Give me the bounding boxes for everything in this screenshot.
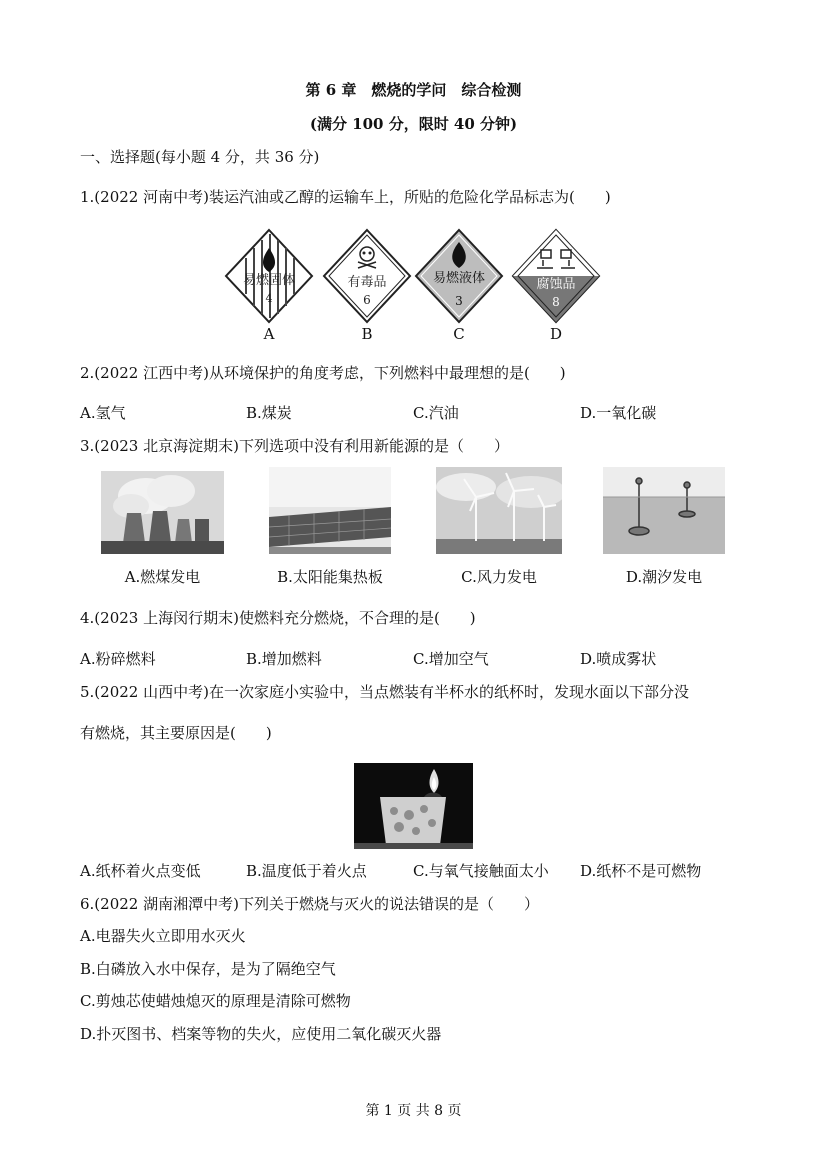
sign-label-d: D (549, 325, 563, 343)
hazard-sign-a (224, 228, 314, 328)
q3-caption-d: D.潮汐发电 (625, 568, 703, 586)
question-4-stem: 4.(2023 上海闵行期末)使燃料充分燃烧，不合理的是( ) (80, 609, 476, 627)
svg-text:3: 3 (455, 294, 463, 308)
q3-caption-b: B.太阳能集热板 (277, 568, 383, 586)
page-number: 第 1 页 共 8 页 (365, 1103, 462, 1119)
q3-caption-c: C.风力发电 (461, 568, 537, 586)
q2-option-b: B.煤炭 (246, 404, 292, 422)
q2-option-c: C.汽油 (413, 404, 459, 422)
q6-option-d: D.扑灭图书、档案等物的失火，应使用二氧化碳灭火器 (80, 1025, 442, 1043)
q2-option-a: A.氢气 (80, 404, 126, 422)
svg-text:4: 4 (265, 292, 273, 305)
svg-text:易燃液体: 易燃液体 (432, 271, 486, 286)
page-title: 第 6 章 燃烧的学问 综合检测 (305, 81, 522, 99)
question-6-stem: 6.(2022 湖南湘潭中考)下列关于燃烧与灭火的说法错误的是（ ） (80, 895, 539, 913)
photo-solar-panels (269, 467, 391, 554)
svg-text:有毒品: 有毒品 (347, 275, 387, 290)
page-subtitle: (满分 100 分，限时 40 分钟) (309, 115, 518, 133)
q5-option-c: C.与氧气接触面太小 (413, 862, 549, 880)
hazard-sign-d (511, 228, 601, 328)
photo-tidal-power (603, 467, 725, 554)
hazard-sign-b (322, 228, 412, 328)
question-5-stem-line1: 5.(2022 山西中考)在一次家庭小实验中，当点燃装有半杯水的纸杯时，发现水面以下部分没 (80, 683, 689, 701)
q6-option-b: B.白磷放入水中保存，是为了隔绝空气 (80, 960, 336, 978)
svg-text:6: 6 (363, 293, 371, 307)
q4-option-a: A.粉碎燃料 (80, 650, 156, 668)
sign-label-b: B (361, 325, 373, 343)
q6-option-a: A.电器失火立即用水灭火 (80, 927, 246, 945)
q3-caption-a: A.燃煤发电 (124, 568, 201, 586)
question-5-stem-line2: 有燃烧，其主要原因是( ) (80, 724, 272, 742)
question-2-stem: 2.(2022 江西中考)从环境保护的角度考虑，下列燃料中最理想的是( ) (80, 364, 566, 382)
q5-option-a: A.纸杯着火点变低 (80, 862, 201, 880)
photo-coal-power (101, 471, 224, 554)
q4-option-d: D.喷成雾状 (580, 650, 657, 668)
svg-text:腐蚀品: 腐蚀品 (536, 277, 576, 292)
question-1-stem: 1.(2022 河南中考)装运汽油或乙醇的运输车上，所贴的危险化学品标志为( ) (80, 188, 611, 206)
sign-label-c: C (453, 325, 465, 343)
q4-option-c: C.增加空气 (413, 650, 489, 668)
svg-text:易燃固体: 易燃固体 (242, 273, 296, 288)
q4-option-b: B.增加燃料 (246, 650, 322, 668)
photo-paper-cup-burning (354, 763, 473, 849)
q5-option-d: D.纸杯不是可燃物 (580, 862, 702, 880)
section-heading: 一、选择题(每小题 4 分，共 36 分) (80, 148, 320, 166)
photo-wind-turbines (436, 467, 562, 554)
q5-option-b: B.温度低于着火点 (246, 862, 367, 880)
q2-option-d: D.一氧化碳 (580, 404, 657, 422)
sign-label-a: A (263, 325, 275, 343)
svg-text:8: 8 (552, 295, 560, 309)
q6-option-c: C.剪烛芯使蜡烛熄灭的原理是清除可燃物 (80, 992, 351, 1010)
hazard-sign-c (414, 228, 504, 328)
question-3-stem: 3.(2023 北京海淀期末)下列选项中没有利用新能源的是（ ） (80, 437, 509, 455)
